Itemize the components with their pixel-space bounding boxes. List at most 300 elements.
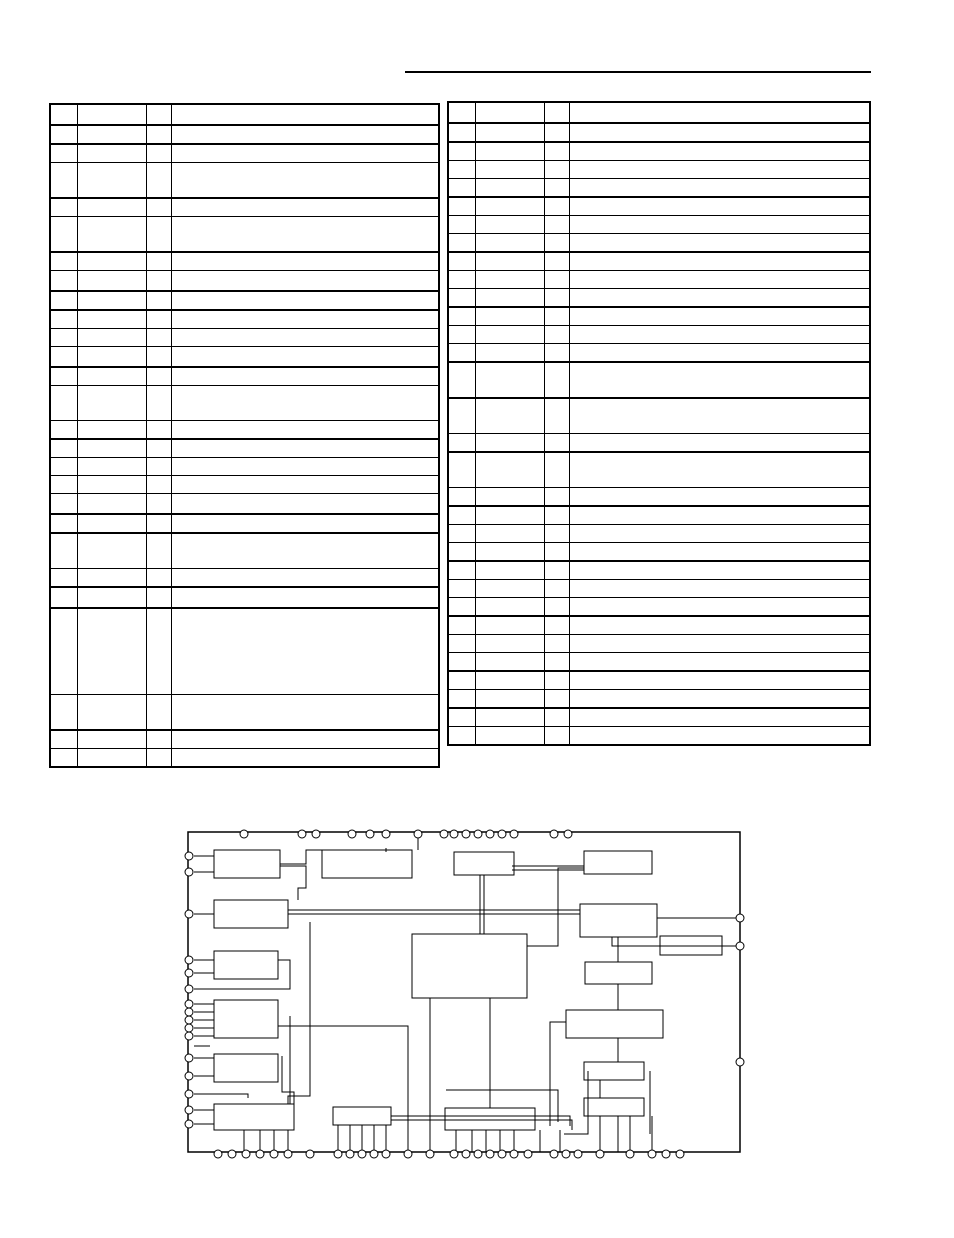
io-cell [147, 271, 172, 292]
pin-number-cell [448, 653, 476, 672]
pin-number-cell [448, 727, 476, 746]
pin-name-cell [476, 161, 545, 179]
pin-row [448, 434, 870, 453]
signal-line [600, 1116, 652, 1152]
io-cell [545, 142, 570, 161]
pin-number-cell [448, 506, 476, 525]
pin-number-cell [448, 488, 476, 507]
io-cell [147, 144, 172, 163]
pin-number-cell [50, 514, 78, 533]
pin-number-cell [448, 434, 476, 453]
function-cell [172, 347, 440, 368]
function-cell [570, 452, 871, 488]
pin-row [50, 458, 439, 476]
pin-name-cell [476, 543, 545, 562]
function-cell [172, 533, 440, 569]
pin-row [50, 252, 439, 271]
io-cell [545, 598, 570, 617]
io-cell [147, 695, 172, 731]
pin-row [448, 123, 870, 142]
pin-row [448, 525, 870, 543]
function-cell [172, 608, 440, 695]
block-n [584, 1062, 644, 1080]
pin-number-cell [50, 163, 78, 199]
pin-name-cell [78, 569, 147, 588]
pin-name-cell [476, 488, 545, 507]
io-cell [545, 525, 570, 543]
pin-row [50, 386, 439, 421]
pin-name-cell [78, 329, 147, 347]
pin-name-cell [78, 252, 147, 271]
pin-name-cell [476, 598, 545, 617]
io-cell [545, 506, 570, 525]
pin-number-cell [448, 616, 476, 635]
pin-row [50, 695, 439, 731]
pin-name-cell [476, 506, 545, 525]
pin-row [448, 727, 870, 746]
pin-row [50, 587, 439, 608]
function-cell [570, 344, 871, 363]
function-cell [570, 708, 871, 727]
signal-line [386, 836, 584, 934]
signal-line [391, 1022, 572, 1130]
pin-number-cell [50, 144, 78, 163]
pin-name-cell [476, 653, 545, 672]
function-cell [570, 252, 871, 271]
pin-name-cell [78, 514, 147, 533]
pin-row [50, 608, 439, 695]
function-cell [570, 398, 871, 434]
pin-description-table-right [447, 101, 871, 746]
pin-row [448, 142, 870, 161]
function-cell [172, 749, 440, 768]
io-cell [545, 344, 570, 363]
pin-row [448, 289, 870, 308]
pin-row [448, 197, 870, 216]
pin-name-cell [476, 102, 545, 123]
pin-row [448, 102, 870, 123]
pin-name-cell [476, 362, 545, 398]
pin-number-cell [50, 329, 78, 347]
io-cell [147, 514, 172, 533]
function-cell [172, 329, 440, 347]
io-cell [147, 458, 172, 476]
function-cell [172, 310, 440, 329]
io-cell [545, 216, 570, 234]
pin-row [448, 398, 870, 434]
function-cell [570, 179, 871, 198]
block-q [333, 1107, 391, 1125]
pin-row [448, 506, 870, 525]
pin-number-cell [50, 695, 78, 731]
pin-name-cell [476, 635, 545, 653]
pin-name-cell [476, 671, 545, 690]
pin-name-cell [78, 587, 147, 608]
pin-name-cell [78, 217, 147, 253]
block-h [412, 934, 527, 998]
pin-number-cell [50, 367, 78, 386]
block-i [214, 951, 278, 979]
pin-number-cell [448, 326, 476, 344]
block-r [445, 1108, 535, 1130]
function-cell [570, 307, 871, 326]
io-cell [545, 635, 570, 653]
function-cell [172, 144, 440, 163]
pin-name-cell [78, 310, 147, 329]
function-cell [172, 587, 440, 608]
block-p [214, 1104, 294, 1130]
pin-name-cell [476, 525, 545, 543]
pin-name-cell [476, 616, 545, 635]
io-cell [147, 347, 172, 368]
pin-number-cell [50, 439, 78, 458]
pin-row [50, 217, 439, 253]
pin-number-cell [448, 123, 476, 142]
pin-name-cell [78, 494, 147, 515]
io-cell [545, 580, 570, 598]
pin-name-cell [476, 727, 545, 746]
pin-number-cell [50, 476, 78, 494]
io-cell [545, 488, 570, 507]
function-cell [172, 291, 440, 310]
pin-name-cell [476, 197, 545, 216]
pin-number-cell [448, 598, 476, 617]
pin-row [50, 310, 439, 329]
io-cell [545, 326, 570, 344]
io-cell [147, 198, 172, 217]
io-cell [545, 289, 570, 308]
pin-description-table-left [49, 103, 440, 768]
io-cell [545, 727, 570, 746]
function-cell [570, 289, 871, 308]
io-cell [545, 271, 570, 289]
pin-number-cell [448, 252, 476, 271]
pin-number-cell [448, 142, 476, 161]
function-cell [570, 690, 871, 709]
pin-number-cell [50, 749, 78, 768]
pin-row [50, 144, 439, 163]
io-cell [147, 329, 172, 347]
pin-row [50, 749, 439, 768]
pin-name-cell [78, 104, 147, 125]
function-cell [172, 569, 440, 588]
pin-number-cell [50, 310, 78, 329]
pin-number-cell [50, 730, 78, 749]
io-cell [545, 671, 570, 690]
pin-number-cell [448, 452, 476, 488]
io-cell [147, 608, 172, 695]
block-m [214, 1054, 278, 1082]
pin-number-cell [448, 216, 476, 234]
function-cell [172, 494, 440, 515]
io-cell [545, 561, 570, 580]
pin-row [50, 198, 439, 217]
pin-name-cell [476, 708, 545, 727]
io-cell [545, 690, 570, 709]
pin-row [448, 580, 870, 598]
pin-number-cell [50, 347, 78, 368]
function-cell [172, 458, 440, 476]
io-cell [147, 310, 172, 329]
io-cell [545, 362, 570, 398]
block-e [214, 900, 288, 928]
pin-name-cell [78, 198, 147, 217]
signal-line [527, 868, 740, 1010]
pin-name-cell [78, 749, 147, 768]
pin-number-cell [448, 307, 476, 326]
function-cell [172, 514, 440, 533]
block-b [322, 850, 412, 878]
pin-row [50, 439, 439, 458]
function-cell [570, 434, 871, 453]
block-f [580, 904, 657, 937]
pin-name-cell [476, 179, 545, 198]
pin-name-cell [78, 608, 147, 695]
signal-line [430, 998, 560, 1152]
pin-row [448, 362, 870, 398]
pin-name-cell [78, 730, 147, 749]
pin-number-cell [448, 690, 476, 709]
pin-name-cell [476, 561, 545, 580]
function-cell [172, 271, 440, 292]
pin-number-cell [448, 234, 476, 253]
function-cell [172, 439, 440, 458]
function-cell [570, 488, 871, 507]
io-cell [147, 217, 172, 253]
pin-name-cell [78, 367, 147, 386]
function-cell [172, 695, 440, 731]
pin-row [448, 216, 870, 234]
header-rule [405, 71, 871, 73]
function-cell [172, 386, 440, 421]
io-cell [147, 163, 172, 199]
pin-number-cell [448, 197, 476, 216]
io-cell [545, 452, 570, 488]
pin-row [448, 598, 870, 617]
io-cell [545, 398, 570, 434]
block-o [584, 1098, 644, 1116]
pin-number-cell [448, 543, 476, 562]
pin-number-cell [50, 494, 78, 515]
io-cell [147, 569, 172, 588]
io-cell [147, 104, 172, 125]
io-cell [545, 102, 570, 123]
pin-number-cell [448, 671, 476, 690]
function-cell [172, 104, 440, 125]
function-cell [570, 123, 871, 142]
pin-row [448, 543, 870, 562]
io-cell [545, 161, 570, 179]
io-cell [147, 125, 172, 144]
pin-name-cell [476, 271, 545, 289]
function-cell [570, 598, 871, 617]
function-cell [570, 653, 871, 672]
io-cell [545, 543, 570, 562]
io-cell [147, 587, 172, 608]
io-cell [545, 708, 570, 727]
pin-row [448, 561, 870, 580]
io-cell [147, 252, 172, 271]
function-cell [570, 580, 871, 598]
function-cell [570, 525, 871, 543]
pin-row [50, 421, 439, 440]
io-cell [147, 494, 172, 515]
pin-name-cell [78, 163, 147, 199]
io-cell [545, 252, 570, 271]
function-cell [570, 506, 871, 525]
pin-number-cell [448, 635, 476, 653]
pin-number-cell [448, 708, 476, 727]
function-cell [570, 216, 871, 234]
pin-row [448, 488, 870, 507]
signal-line [194, 1110, 214, 1124]
pin-number-cell [50, 608, 78, 695]
pin-name-cell [476, 289, 545, 308]
pin-name-cell [476, 398, 545, 434]
io-cell [545, 307, 570, 326]
pin-number-cell [448, 161, 476, 179]
block-diagram [160, 826, 750, 1162]
pin-row [448, 452, 870, 488]
io-cell [147, 730, 172, 749]
pin-number-cell [50, 386, 78, 421]
block-d [584, 851, 652, 874]
pin-row [50, 104, 439, 125]
pin-row [448, 307, 870, 326]
function-cell [570, 561, 871, 580]
function-cell [570, 142, 871, 161]
io-cell [147, 291, 172, 310]
function-cell [172, 125, 440, 144]
pin-row [50, 163, 439, 199]
pin-name-cell [78, 291, 147, 310]
function-cell [172, 421, 440, 440]
function-cell [570, 326, 871, 344]
pin-name-cell [476, 326, 545, 344]
function-cell [570, 635, 871, 653]
pin-number-cell [50, 458, 78, 476]
pin-name-cell [476, 690, 545, 709]
pin-row [448, 179, 870, 198]
pin-name-cell [78, 125, 147, 144]
signal-line [282, 922, 310, 1108]
pin-number-cell [50, 198, 78, 217]
function-cell [570, 102, 871, 123]
pin-name-cell [78, 271, 147, 292]
pin-number-cell [448, 525, 476, 543]
pin-number-cell [448, 561, 476, 580]
function-cell [570, 234, 871, 253]
pin-row [448, 252, 870, 271]
pin-name-cell [476, 252, 545, 271]
pin-row [448, 271, 870, 289]
pin-row [448, 671, 870, 690]
pin-name-cell [78, 439, 147, 458]
block-j [585, 962, 652, 984]
pin-name-cell [78, 347, 147, 368]
io-cell [545, 123, 570, 142]
block-l [566, 1010, 663, 1038]
pin-number-cell [50, 291, 78, 310]
block-c [454, 852, 514, 875]
function-cell [570, 543, 871, 562]
pin-row [50, 367, 439, 386]
function-cell [570, 271, 871, 289]
io-cell [147, 749, 172, 768]
pin-row [50, 533, 439, 569]
io-cell [545, 234, 570, 253]
io-cell [545, 434, 570, 453]
function-cell [570, 616, 871, 635]
pin-row [50, 476, 439, 494]
function-cell [172, 367, 440, 386]
io-cell [545, 616, 570, 635]
pin-row [50, 125, 439, 144]
io-cell [545, 179, 570, 198]
pin-row [448, 344, 870, 363]
pin-name-cell [476, 434, 545, 453]
function-cell [172, 217, 440, 253]
pin-name-cell [476, 216, 545, 234]
io-cell [147, 439, 172, 458]
pin-row [50, 730, 439, 749]
pin-name-cell [476, 307, 545, 326]
pin-row [50, 569, 439, 588]
pin-row [448, 653, 870, 672]
signal-line [244, 946, 740, 1152]
pin-row [50, 271, 439, 292]
io-cell [545, 197, 570, 216]
pin-number-cell [448, 362, 476, 398]
pin-number-cell [448, 289, 476, 308]
function-cell [570, 362, 871, 398]
pin-number-cell [50, 125, 78, 144]
pin-row [448, 690, 870, 709]
function-cell [570, 671, 871, 690]
io-cell [147, 386, 172, 421]
io-cell [147, 476, 172, 494]
pin-name-cell [476, 234, 545, 253]
pin-name-cell [78, 421, 147, 440]
pin-row [50, 291, 439, 310]
pin-number-cell [50, 533, 78, 569]
pin-row [50, 494, 439, 515]
pin-number-cell [448, 344, 476, 363]
pin-name-cell [78, 476, 147, 494]
pin-name-cell [78, 695, 147, 731]
pin-row [448, 326, 870, 344]
pin-name-cell [476, 344, 545, 363]
pin-name-cell [476, 452, 545, 488]
signal-line [564, 1038, 650, 1152]
pin-number-cell [50, 104, 78, 125]
signal-line [456, 1130, 514, 1152]
pin-row [50, 514, 439, 533]
pin-number-cell [50, 271, 78, 292]
io-cell [545, 653, 570, 672]
function-cell [570, 161, 871, 179]
pin-row [448, 635, 870, 653]
function-cell [172, 476, 440, 494]
function-cell [570, 197, 871, 216]
pin-row [50, 329, 439, 347]
pin-number-cell [50, 217, 78, 253]
io-cell [147, 533, 172, 569]
pin-number-cell [448, 179, 476, 198]
pin-number-cell [50, 569, 78, 588]
pin-row [448, 708, 870, 727]
pin-row [448, 234, 870, 253]
